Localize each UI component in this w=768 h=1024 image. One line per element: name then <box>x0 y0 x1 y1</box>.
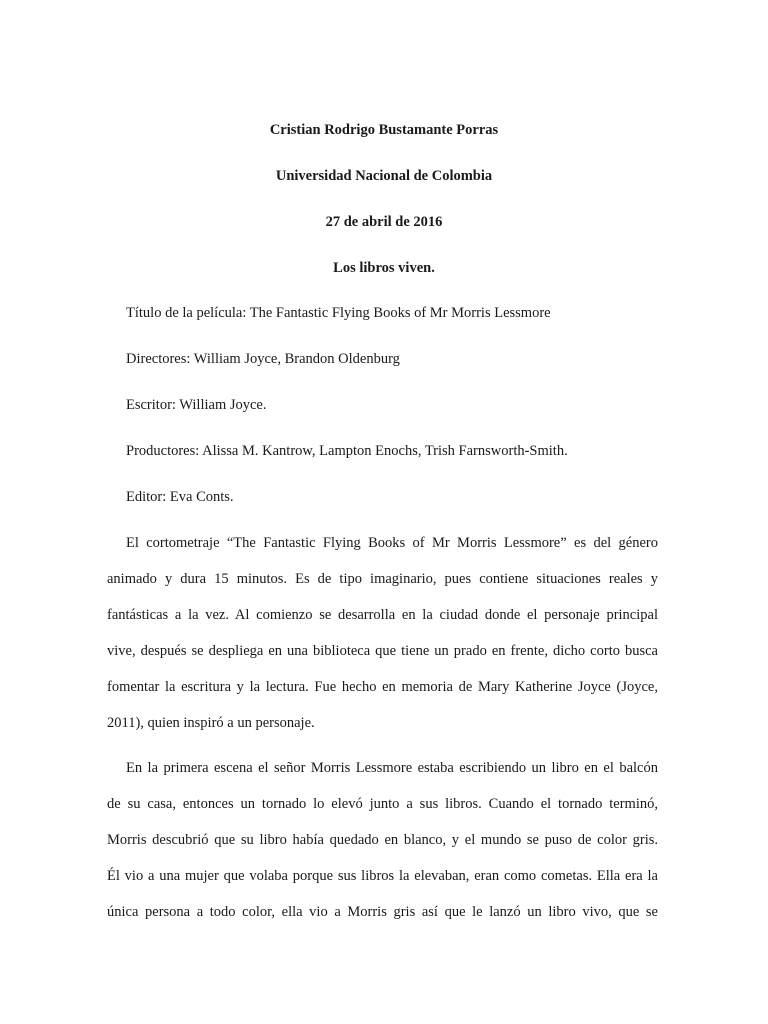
paragraph-line: fantásticas a la vez. Al comienzo se desarrolla en la ciudad donde el personaje principal <box>107 607 658 623</box>
paragraph-line: En la primera escena el señor Morris Lessmore estaba escribiendo un libro en el balcón <box>126 760 658 776</box>
directors-line: Directores: William Joyce, Brandon Oldenburg <box>126 351 400 367</box>
writer-line: Escritor: William Joyce. <box>126 397 267 413</box>
paragraph-line: El cortometraje “The Fantastic Flying Books of Mr Morris Lessmore” es del género <box>126 535 658 551</box>
paragraph-line: animado y dura 15 minutos. Es de tipo imaginario, pues contiene situaciones reales y <box>107 571 658 587</box>
paragraph-line: Él vio a una mujer que volaba porque sus libros la elevaban, eran como cometas. Ella era la <box>107 868 658 884</box>
producers-line: Productores: Alissa M. Kantrow, Lampton Enochs, Trish Farnsworth-Smith. <box>126 443 568 459</box>
document-title: Los libros viven. <box>333 260 435 276</box>
paragraph-line: 2011), quien inspiró a un personaje. <box>107 715 315 731</box>
author-name: Cristian Rodrigo Bustamante Porras <box>269 122 499 138</box>
university-name: Universidad Nacional de Colombia <box>275 168 493 184</box>
paragraph-line: fomentar la escritura y la lectura. Fue hecho en memoria de Mary Katherine Joyce (Joyce, <box>107 679 658 695</box>
document-date: 27 de abril de 2016 <box>325 214 443 230</box>
paragraph-line: vive, después se despliega en una biblioteca que tiene un prado en frente, dicho corto busca <box>107 643 658 659</box>
editor-line: Editor: Eva Conts. <box>126 489 234 505</box>
paragraph-line: de su casa, entonces un tornado lo elevó junto a sus libros. Cuando el tornado terminó, <box>107 796 658 812</box>
paragraph-line: única persona a todo color, ella vio a Morris gris así que le lanzó un libro vivo, que se <box>107 904 658 920</box>
film-title-line: Título de la película: The Fantastic Flying Books of Mr Morris Lessmore <box>126 305 551 321</box>
paragraph-line: Morris descubrió que su libro había quedado en blanco, y el mundo se puso de color gris. <box>107 832 658 848</box>
